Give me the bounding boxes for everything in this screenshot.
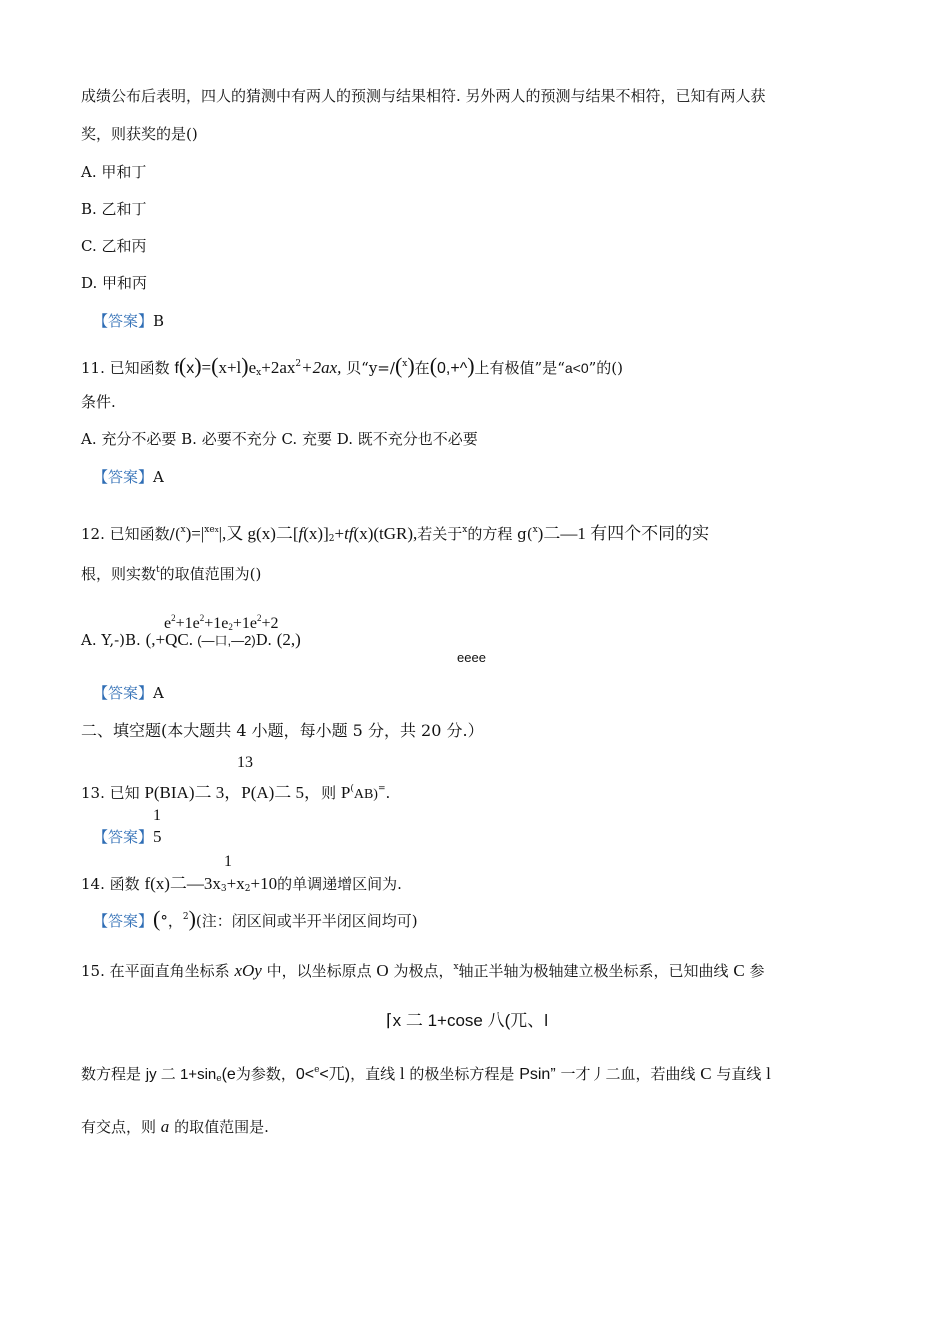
q15-range: 0< [295,1066,315,1083]
q13-prob1: P(BIA)二 3， [144,783,242,802]
question-number: 12. [81,525,105,543]
answer-value: B [153,312,165,330]
q14-fraction-numerator: 1 [224,853,232,870]
frac-term: +1e [204,615,229,632]
q15-stem-line-2 [81,1060,771,1089]
q14-square: 2 [244,884,251,894]
q15-range-sup: e [314,1065,320,1075]
q12-option-a: A. Y,-)B. [81,631,146,649]
q12-sup-xe: xe [204,525,215,535]
q12-options [81,630,301,651]
q13-prob3b: AB) [353,787,378,802]
q15-var-a: a [160,1117,170,1136]
q15-text9: 的极坐标方程是 [409,1065,515,1083]
q11-var: x [186,360,195,377]
q11-text3: 在 [414,359,430,377]
frac-term: +1e [232,615,257,632]
q13-prob3: P [340,783,351,802]
q15-polar: Psin” [519,1066,556,1083]
q15-range2: <兀) [319,1066,351,1083]
paren-open: ( [429,353,438,378]
question-number: 15. [81,962,105,980]
q10-option-d: D. 甲和丙 [81,274,148,292]
paren-open: ( [350,784,354,794]
answer-note: (注：闭区间或半开半闭区间均可) [195,912,418,930]
answer-value: °， [160,912,183,930]
q11-text4: 上有极值”是“ [474,359,565,377]
q11-function-name: f [174,360,179,377]
frac-term: +1e [175,615,200,632]
question-number: 11. [81,359,105,377]
q12-t-sup: t [156,565,160,575]
q11-rest: +2ax [261,358,296,377]
answer-label: 【答案】 [93,828,154,846]
paren-open: ( [394,353,403,378]
q12-text: 已知函数/( [109,525,181,543]
paren-close: ) [194,353,202,378]
q15-text13: 的取值范围是. [174,1118,269,1136]
q12-text5: 根，则实数 [81,565,157,583]
q15-curve2: C [700,1064,712,1083]
q15-param: jy 二 1+sin [145,1066,217,1083]
q12-sub: 2 [328,534,335,544]
q13-answer [93,827,162,847]
q11-x-sup: x [402,359,408,369]
q12-answer [93,683,164,703]
q12-text3: 的方程 g( [467,525,533,543]
q11-text5: ”的() [588,359,624,377]
paren-open: ( [153,906,161,931]
q13-period: . [385,784,391,802]
q11-equals: = [201,358,212,377]
frac-sup: 2 [199,613,205,623]
q13-fraction-numerators: 13 [237,754,253,771]
q12-expr2: (x)] [303,524,329,543]
q11-answer [93,467,164,487]
q12-sup: x [180,525,186,535]
q15-text12: 有交点，则 [81,1118,157,1136]
q15-param-sub: e [216,1074,222,1084]
q12-stem-line-2 [81,560,261,584]
q13-prob2: P(A)二 5， [241,783,322,802]
paren-close: ) [188,906,196,931]
q15-line-l: l [399,1064,405,1083]
q15-text5: 参 [749,962,765,980]
paren-close: ) [407,353,415,378]
q12-sup-x3: x [462,525,468,535]
q11-e: e [248,358,257,377]
answer-label: 【答案】 [93,684,154,702]
q14-text: 函数 [109,875,140,893]
q13-text: 已知 [109,784,140,802]
paren-open: ( [178,353,187,378]
frac-term: +2 [261,615,279,632]
frac-sup: 2 [171,613,176,623]
q15-curve: C [733,961,745,980]
q11-e-sub: x [256,368,262,378]
answer-label: 【答案】 [93,312,154,330]
paren-open: ( [211,353,219,378]
q11-condition: a<0 [564,360,589,376]
question-number: 13. [81,784,105,802]
paren-close: ) [467,353,475,378]
q10-option-b: B. 乙和丁 [81,200,147,218]
q12-f: f [298,524,304,543]
paren-close: ) [241,353,249,378]
section-heading: 二、填空题(本大题共 4 小题，每小题 5 分，共 20 分.） [81,721,484,740]
q15-text10: 一才丿二血，若曲线 [560,1065,696,1083]
q15-stem-line-1 [81,957,764,981]
answer-label: 【答案】 [93,468,154,486]
q15-text: 在平面直角坐标系 [109,962,230,980]
q12-option-d: D. [255,631,277,649]
q14-expr: f(x)二—3x [144,874,221,893]
q11-interval: 0,+^ [437,360,468,377]
q15-origin: O [376,961,389,980]
q12-expr3: (x)(tGR), [353,524,418,543]
q12-text4: )二—1 有四个不同的实 [537,524,710,543]
q10-option-c: C. 乙和丙 [81,237,147,255]
answer-value: 5 [153,827,162,846]
answer-sup: 2 [182,912,189,922]
q14-cube: 3 [220,884,227,894]
q14-text2: 的单调递增区间为. [277,875,402,893]
q15-parametric-top: ⌈x 二 1+cose 八(兀、l [385,1011,549,1030]
q15-text4: 轴正半轴为极轴建立极坐标系，已知曲线 [458,962,729,980]
q12-stem-line-1 [81,520,709,549]
q11-text: 已知函数 [109,359,170,377]
q13-answer-numerator: 1 [153,807,161,824]
q12-text6: 的取值范围为() [159,565,262,583]
q15-text8: ，直线 [350,1065,396,1083]
q13-stem [81,779,390,805]
q13-equals: = [377,784,386,794]
q15-xoy: xOy [234,961,262,980]
q12-option-d-value: (2,) [276,630,301,649]
answer-label: 【答案】 [93,912,154,930]
q15-line-l2: l [766,1064,771,1083]
q12-sup-x: x [214,526,219,534]
q12-option-c: (—口,—2) [197,633,256,648]
q11-options: A. 充分不必要 B. 必要不充分 C. 充要 D. 既不充分也不必要 [81,430,478,448]
q12-eq: )=| [185,524,205,543]
q14-expr2: +x [226,874,245,893]
q11-stem-line-1 [81,354,623,383]
q10-option-a: A. 甲和丁 [81,163,147,181]
q15-text11: 与直线 [716,1065,762,1083]
intro-line-1: 成绩公布后表明，四人的猜测中有两人的预测与结果相符. 另外两人的预测与结果不相符，已知有两人获 [81,87,766,105]
q12-tf: tf [344,524,354,543]
q15-text6: 数方程是 [81,1065,142,1083]
frac-sub: 2 [228,622,233,632]
intro-line-2: 奖，则获奖的是() [81,125,198,143]
answer-value: A [153,684,164,702]
q10-answer [93,311,164,331]
q11-stem-line-2: 条件. [81,393,116,411]
answer-value: A [153,468,164,486]
q15-x-sup: x [453,962,459,972]
q12-plus: + [334,524,345,543]
q12-expr: |,又 g(x)二[ [218,524,299,543]
q11-rest2: +2ax, [301,358,342,377]
q15-stem-line-3 [81,1117,269,1137]
q14-stem [81,874,402,899]
q11-text2: 贝“y=/ [341,359,395,377]
q14-answer [93,907,418,931]
frac-sup: 2 [256,613,262,623]
question-number: 14. [81,875,105,893]
q12-text2: 若关于 [417,525,463,543]
q15-text7: 为参数， [235,1065,296,1083]
q15-text2: 中，以坐标原点 [266,962,372,980]
q12-sup-x4: x [532,525,538,535]
q13-text2: 则 [321,784,337,802]
q15-param2: (e [221,1066,236,1083]
q11-square: 2 [295,359,302,369]
q11-term: x+l [218,358,242,377]
frac-e: e [164,615,172,632]
q15-text3: 为极点， [393,962,454,980]
q12-option-b: (,+QC. [145,630,198,649]
q14-expr3: +10 [250,874,278,893]
q12-fraction-denominators: eeee [457,650,486,665]
